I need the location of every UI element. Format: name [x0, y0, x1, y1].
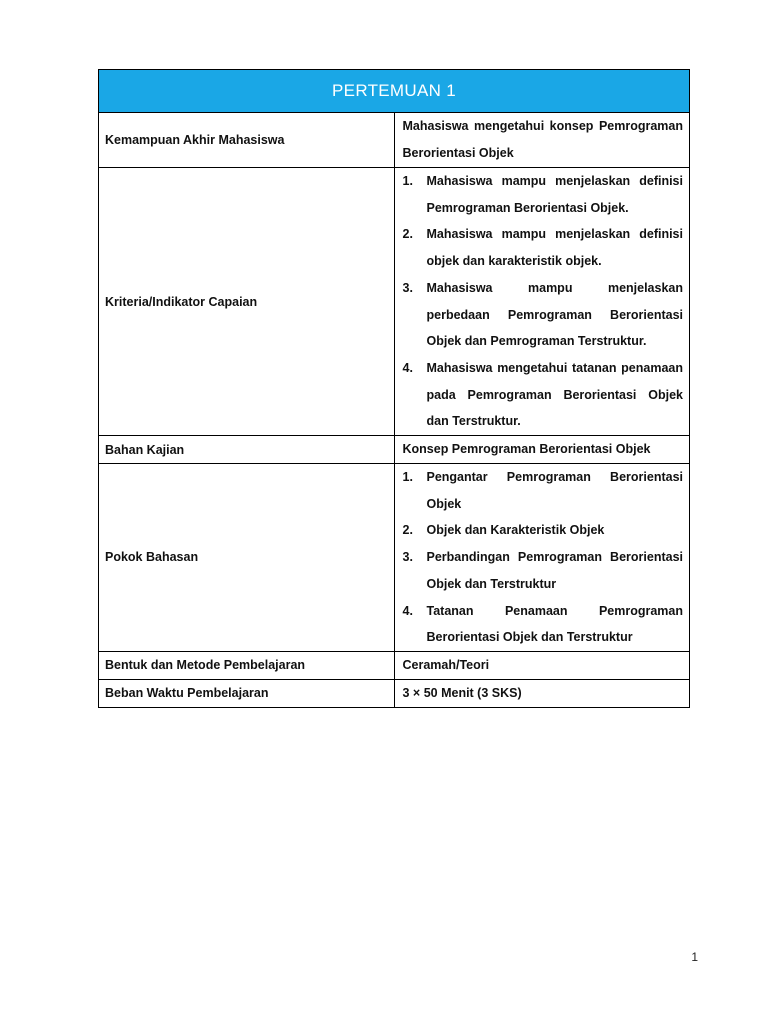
kemampuan-label: Kemampuan Akhir Mahasiswa	[99, 113, 395, 168]
bentuk-label: Bentuk dan Metode Pembelajaran	[99, 651, 395, 679]
list-item-text: Mahasiswa mampu menjelaskan perbedaan Pemrograman Berorientasi Objek dan Pemrograman Terstruktur.	[426, 280, 683, 349]
meeting-title: PERTEMUAN 1	[99, 70, 690, 113]
list-item	[403, 544, 684, 597]
row-bahan	[99, 436, 690, 464]
list-item-text: Pengantar Pemrograman Berorientasi Objek	[426, 470, 683, 511]
bentuk-value: Ceramah/Teori	[402, 657, 490, 672]
list-item-text: Perbandingan Pemrograman Berorientasi Objek dan Terstruktur	[426, 550, 683, 591]
list-item-number: 4.	[402, 603, 413, 618]
beban-value-cell	[394, 679, 690, 707]
list-item	[403, 598, 684, 651]
row-bentuk	[99, 651, 690, 679]
list-item-text: Objek dan Karakteristik Objek	[426, 523, 605, 538]
list-item-number: 3.	[402, 550, 413, 565]
list-item-number: 2.	[402, 227, 413, 242]
row-kriteria	[99, 168, 690, 436]
page-number: 1	[691, 950, 698, 964]
list-item-number: 1.	[402, 174, 413, 188]
row-beban	[99, 679, 690, 707]
list-item	[403, 168, 684, 221]
bahan-value-cell	[394, 436, 690, 464]
pokok-value-cell	[394, 464, 690, 652]
list-item	[403, 275, 684, 355]
beban-value: 3 × 50 Menit (3 SKS)	[402, 685, 522, 700]
list-item-number: 1.	[402, 470, 413, 485]
row-pokok	[99, 464, 690, 652]
list-item-number: 4.	[402, 360, 413, 375]
list-item	[403, 355, 684, 435]
list-item-text: Mahasiswa mampu menjelaskan definisi objek dan karakteristik objek.	[426, 227, 683, 269]
course-plan-table	[98, 69, 690, 708]
list-item-number: 3.	[402, 280, 413, 295]
kemampuan-value-cell	[394, 113, 690, 168]
list-item	[403, 464, 684, 517]
row-kemampuan	[99, 113, 690, 168]
list-item-text: Tatanan Penamaan Pemrograman Berorientasi Objek dan Terstruktur	[426, 603, 683, 645]
kemampuan-value: Mahasiswa mengetahui konsep Pemrograman Berorientasi Objek	[402, 119, 683, 160]
bentuk-value-cell	[394, 651, 690, 679]
list-item	[403, 517, 684, 544]
pokok-label: Pokok Bahasan	[99, 464, 395, 652]
kriteria-label: Kriteria/Indikator Capaian	[99, 168, 395, 436]
bahan-label: Bahan Kajian	[99, 436, 395, 464]
beban-label: Beban Waktu Pembelajaran	[99, 679, 395, 707]
kriteria-list	[403, 168, 684, 435]
pokok-list	[403, 464, 684, 651]
list-item	[403, 221, 684, 274]
kriteria-value-cell	[394, 168, 690, 436]
list-item-text: Mahasiswa mengetahui tatanan penamaan pada Pemrograman Berorientasi Objek dan Terstruktur.	[426, 360, 683, 429]
list-item-number: 2.	[402, 523, 413, 538]
table-header-row	[99, 70, 690, 113]
list-item-text: Mahasiswa mampu menjelaskan definisi Pemrograman Berorientasi Objek.	[426, 174, 683, 215]
bahan-value: Konsep Pemrograman Berorientasi Objek	[402, 442, 651, 457]
